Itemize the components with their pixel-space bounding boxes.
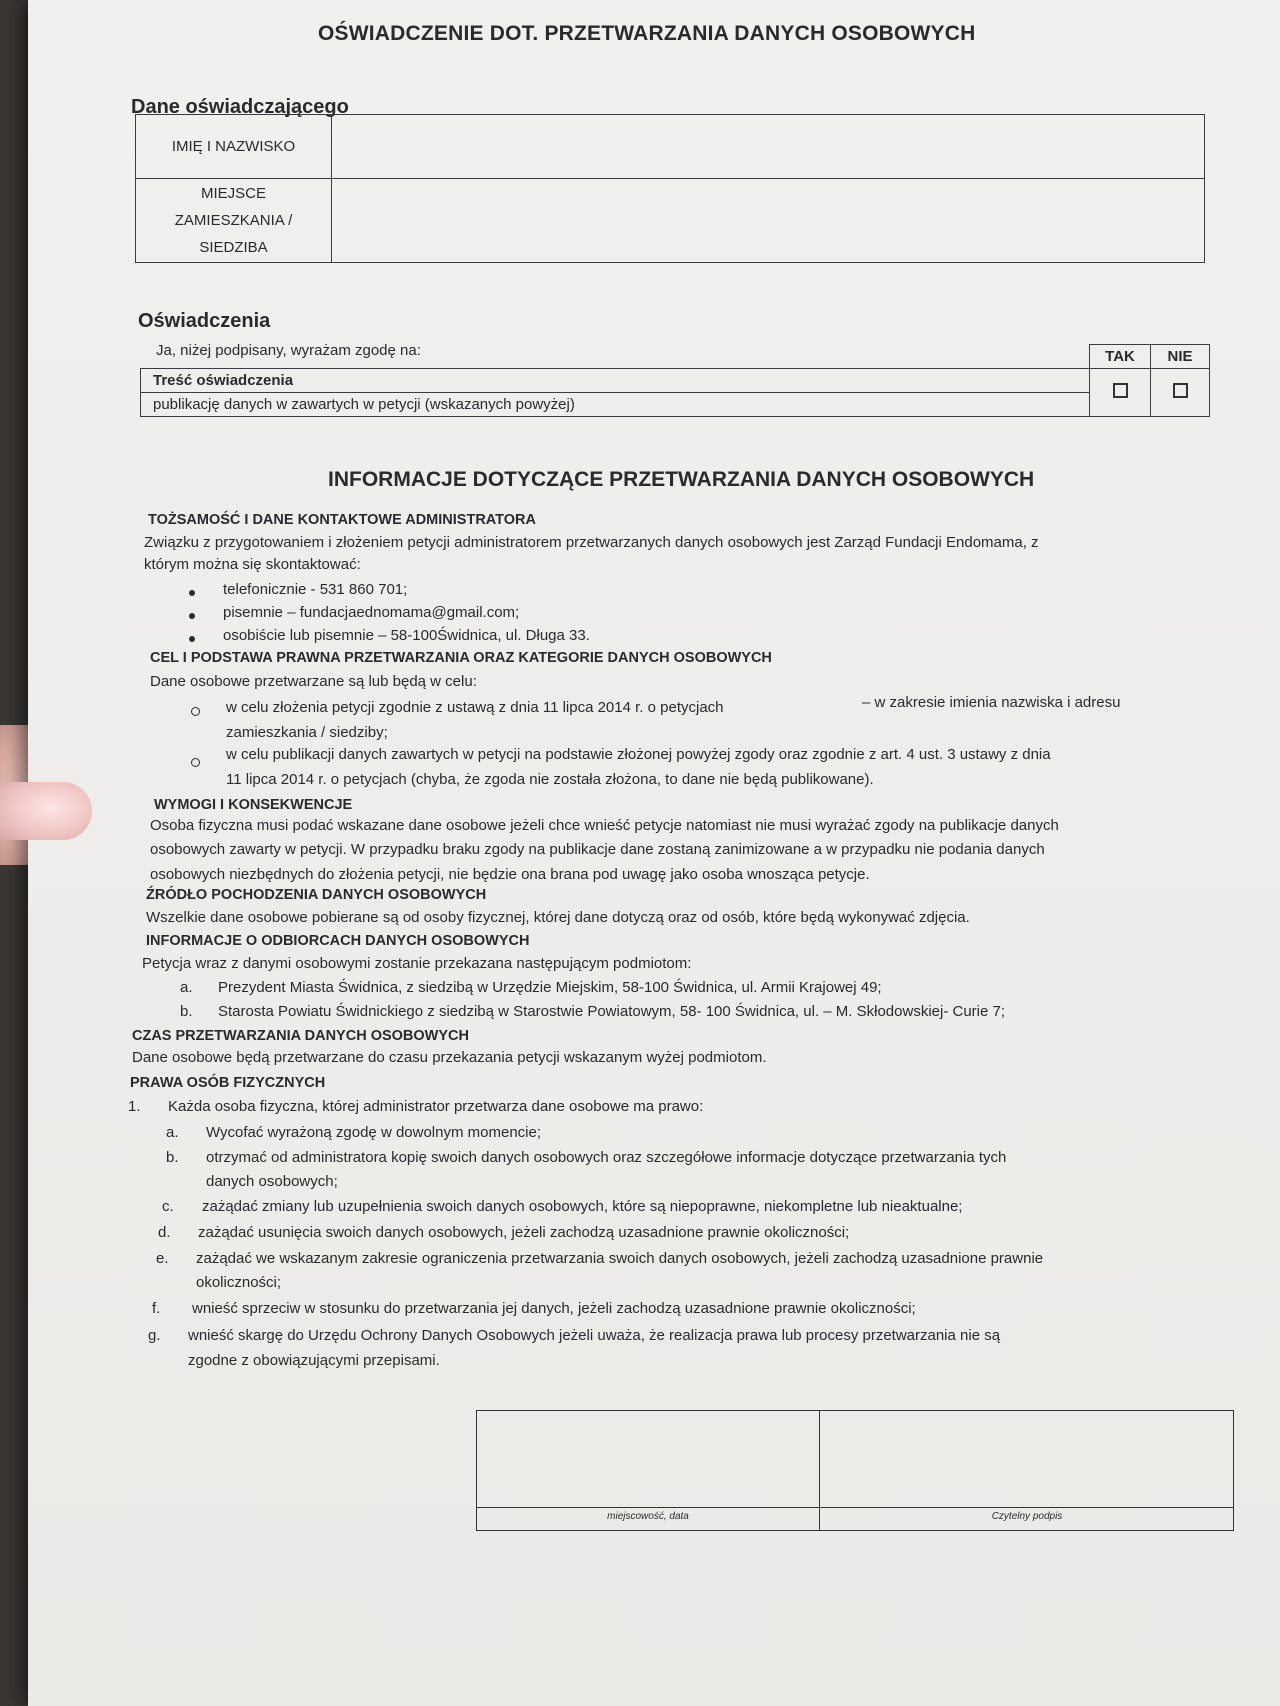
source-heading: ŹRÓDŁO POCHODZENIA DANYCH OSOBOWYCH (146, 887, 487, 903)
contact-phone: telefonicznie - 531 860 701; (223, 581, 408, 598)
rights-number: 1. (128, 1098, 141, 1115)
signature-caption-line (477, 1507, 1233, 1508)
rights-marker: f. (152, 1300, 161, 1317)
purpose-item-2a: w celu publikacji danych zawartych w petycji na podstawie złożonej powyżej zgody oraz zgodnie z art. 4 ust. 3 ustawy z dnia (226, 746, 1051, 763)
declarations-heading: Oświadczenia (138, 310, 271, 332)
purpose-item-2b: 11 lipca 2014 r. o petycjach (chyba, że zgoda nie została złożona, to dane nie będą publikowane). (226, 771, 874, 788)
recipients-heading: INFORMACJE O ODBIORCACH DANYCH OSOBOWYCH (146, 933, 530, 949)
no-column-header: NIE (1151, 345, 1210, 369)
purpose-item-1c: zamieszkania / siedziby; (226, 724, 388, 741)
admin-line-2: którym można się skontaktować: (144, 556, 361, 573)
rights-item-f: wnieść sprzeciw w stosunku do przetwarzania jej danych, jeżeli zachodzą uzasadnione prawnie okoliczności; (192, 1300, 916, 1317)
recipients-intro: Petycja wraz z danymi osobowymi zostanie przekazana następującym podmiotom: (142, 955, 692, 972)
rights-item-e-cont: okoliczności; (196, 1274, 282, 1291)
rights-heading: PRAWA OSÓB FIZYCZNYCH (130, 1075, 326, 1091)
rights-intro: Każda osoba fizyczna, której administrator przetwarza dane osobowe ma prawo: (168, 1098, 704, 1115)
signature-divider (819, 1411, 820, 1530)
document-page (28, 0, 1280, 1706)
address-label-line-3: SIEDZIBA (199, 239, 268, 256)
declarations-table (140, 344, 1210, 417)
fingernail (0, 782, 92, 840)
recipient-item-a: Prezydent Miasta Świdnica, z siedzibą w Urzędzie Miejskim, 58-100 Świdnica, ul. Armii Krajowej 49; (218, 979, 882, 996)
rights-item-d: zażądać usunięcia swoich danych osobowych, jeżeli zachodzą uzasadnione prawnie okoliczności; (198, 1224, 850, 1241)
circle-bullet-icon (191, 707, 200, 716)
declarant-table (135, 114, 1205, 263)
admin-line-1: Związku z przygotowaniem i złożeniem petycji administratorem przetwarzanych danych osobowych jest Zarząd Fundacji Endomama, z (144, 534, 1039, 551)
contact-email: pisemnie – fundacjaednomama@gmail.com; (223, 604, 520, 621)
no-checkbox[interactable] (1173, 383, 1188, 398)
declaration-item: publikację danych w zawartych w petycji (wskazanych powyżej) (141, 393, 1090, 417)
address-field[interactable] (332, 179, 1205, 263)
rights-marker: g. (148, 1327, 161, 1344)
rights-item-b-cont: danych osobowych; (206, 1173, 338, 1190)
yes-checkbox[interactable] (1113, 383, 1128, 398)
name-field[interactable] (332, 115, 1205, 179)
rights-item-g-cont: zgodne z obowiązującymi przepisami. (188, 1352, 440, 1369)
rights-item-c: zażądać zmiany lub uzupełnienia swoich danych osobowych, które są niepoprawne, niekompletne lub nieaktualne; (202, 1198, 963, 1215)
rights-item-e: zażądać we wskazanym zakresie ograniczenia przetwarzania swoich danych osobowych, jeżeli zachodzą uzasadnione prawnie (196, 1250, 1044, 1267)
yes-column-header: TAK (1090, 345, 1151, 369)
contact-address: osobiście lub pisemnie – 58-100Świdnica, ul. Długa 33. (223, 627, 590, 644)
rights-marker: d. (158, 1224, 171, 1241)
address-label-line-2: ZAMIESZKANIA / (174, 212, 293, 229)
address-label-cell (136, 179, 332, 263)
bullet-icon (189, 636, 195, 642)
purpose-item-1a: w celu złożenia petycji zgodnie z ustawą z dnia 11 lipca 2014 r. o petycjach (226, 699, 724, 716)
rights-item-g: wnieść skargę do Urzędu Ochrony Danych Osobowych jeżeli uważa, że realizacja prawa lub procesy przetwarzania nie są (188, 1327, 1001, 1344)
time-line-1: Dane osobowe będą przetwarzane do czasu przekazania petycji wskazanym wyżej podmiotom. (132, 1049, 767, 1066)
declarations-intro: Ja, niżej podpisany, wyrażam zgodę na: (156, 342, 421, 359)
purpose-heading: CEL I PODSTAWA PRAWNA PRZETWARZANIA ORAZ KATEGORIE DANYCH OSOBOWYCH (150, 650, 772, 666)
rights-item-b: otrzymać od administratora kopię swoich danych osobowych oraz szczegółowe informacje dotyczące przetwarzania tych (206, 1149, 1007, 1166)
requirements-heading: WYMOGI I KONSEKWENCJE (154, 797, 353, 813)
source-line-1: Wszelkie dane osobowe pobierane są od osoby fizycznej, której dane dotyczą oraz od osób, które będą wykonywać zdjęcia. (146, 909, 970, 926)
bullet-icon (189, 613, 195, 619)
rights-marker: c. (162, 1198, 174, 1215)
no-cell (1151, 369, 1210, 417)
rights-marker: e. (156, 1250, 169, 1267)
place-date-field[interactable] (477, 1411, 819, 1507)
time-heading: CZAS PRZETWARZANIA DANYCH OSOBOWYCH (132, 1028, 469, 1044)
purpose-intro: Dane osobowe przetwarzane są lub będą w celu: (150, 673, 477, 690)
recipient-item-b: Starosta Powiatu Świdnickiego z siedzibą w Starostwie Powiatowym, 58- 100 Świdnica, ul. – M. Skłodowskiej- Curie 7; (218, 1003, 1006, 1020)
declarant-heading: Dane oświadczającego (131, 96, 349, 118)
signature-box (476, 1410, 1234, 1531)
requirements-line-3: osobowych niezbędnych do złożenia petycji, nie będzie ona brana pod uwagę jako osoba wnosząca petycje. (150, 866, 870, 883)
bullet-icon (189, 590, 195, 596)
rights-item-a: Wycofać wyrażoną zgodę w dowolnym momencie; (206, 1124, 542, 1141)
rights-marker: b. (166, 1149, 179, 1166)
place-date-caption: miejscowość, data (607, 1511, 689, 1522)
name-label: IMIĘ I NAZWISKO (171, 138, 296, 155)
rights-marker: a. (166, 1124, 179, 1141)
requirements-line-1: Osoba fizyczna musi podać wskazane dane osobowe jeżeli chce wnieść petycje natomiast nie musi wyrażać zgody na publikacje danych (150, 817, 1059, 834)
yes-cell (1090, 369, 1151, 417)
recipient-marker: b. (180, 1003, 193, 1020)
name-label-cell (136, 115, 332, 179)
signature-field[interactable] (821, 1411, 1233, 1507)
document-title: OŚWIADCZENIE DOT. PRZETWARZANIA DANYCH OSOBOWYCH (318, 22, 976, 45)
content-header: Treść oświadczenia (141, 369, 1090, 393)
circle-bullet-icon (191, 758, 200, 767)
admin-heading: TOŻSAMOŚĆ I DANE KONTAKTOWE ADMINISTRATORA (148, 512, 537, 528)
address-label-line-1: MIEJSCE (200, 185, 266, 202)
recipient-marker: a. (180, 979, 193, 996)
signature-caption: Czytelny podpis (991, 1511, 1063, 1522)
info-title: INFORMACJE DOTYCZĄCE PRZETWARZANIA DANYCH OSOBOWYCH (328, 468, 1035, 491)
requirements-line-2: osobowych zawarty w petycji. W przypadku braku zgody na publikacje dane zostaną zanimizowane a w przypadku nie podania danych (150, 841, 1045, 858)
purpose-item-1b: – w zakresie imienia nazwiska i adresu (862, 694, 1121, 711)
